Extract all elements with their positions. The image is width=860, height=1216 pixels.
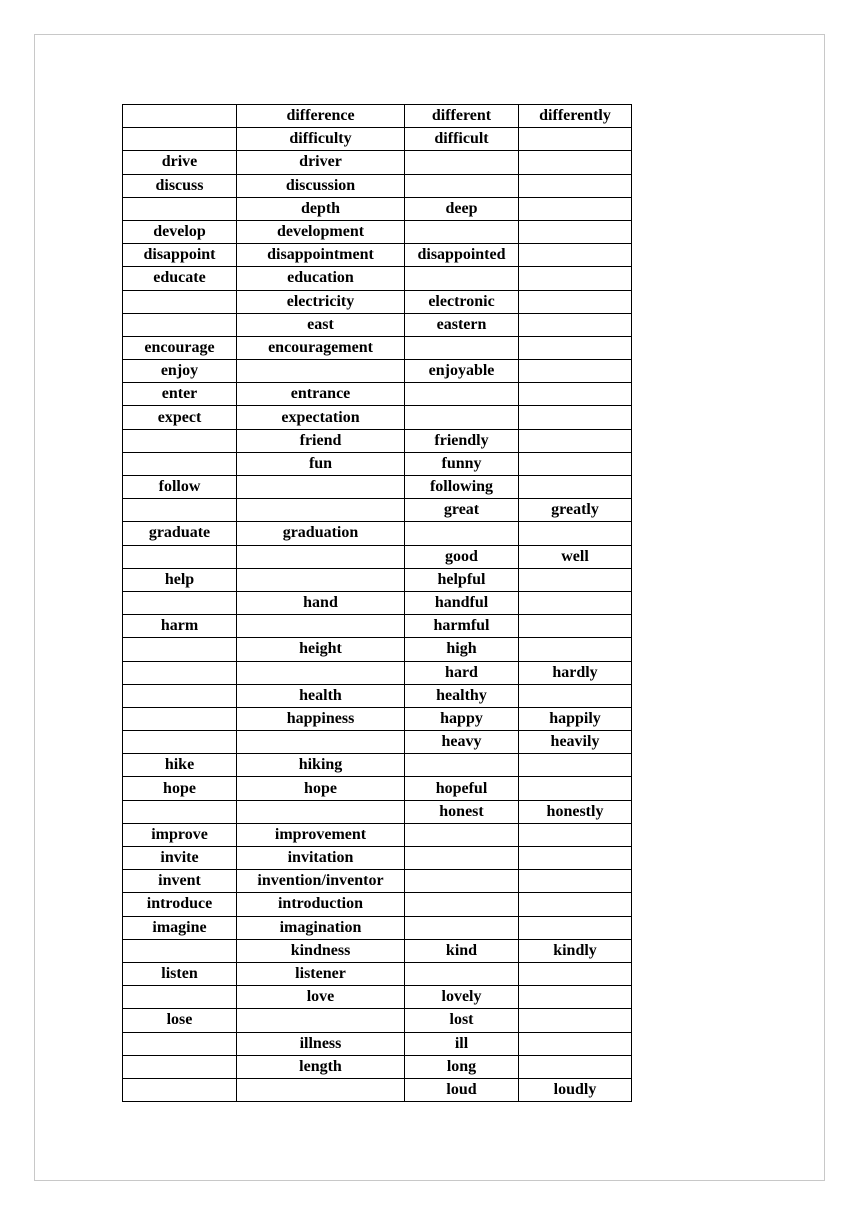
table-cell: friendly — [405, 429, 519, 452]
table-cell: lovely — [405, 986, 519, 1009]
table-row — [123, 939, 632, 962]
table-cell: enjoyable — [405, 360, 519, 383]
table-cell: encourage — [123, 336, 237, 359]
table-cell: encouragement — [237, 336, 405, 359]
table-cell — [405, 893, 519, 916]
table-cell — [519, 522, 632, 545]
table-row — [123, 1055, 632, 1078]
table-cell — [519, 476, 632, 499]
table-cell: introduction — [237, 893, 405, 916]
table-cell — [519, 452, 632, 475]
table-row — [123, 360, 632, 383]
table-row — [123, 1078, 632, 1101]
table-cell — [405, 383, 519, 406]
table-cell: improve — [123, 823, 237, 846]
table-cell — [519, 916, 632, 939]
table-row — [123, 615, 632, 638]
table-cell: educate — [123, 267, 237, 290]
table-cell: enter — [123, 383, 237, 406]
table-cell: hiking — [237, 754, 405, 777]
table-cell: lose — [123, 1009, 237, 1032]
table-cell: hope — [237, 777, 405, 800]
table-cell: disappointed — [405, 244, 519, 267]
table-cell — [123, 661, 237, 684]
table-row — [123, 870, 632, 893]
table-row — [123, 128, 632, 151]
table-cell: differently — [519, 105, 632, 128]
table-cell: difference — [237, 105, 405, 128]
table-cell — [123, 290, 237, 313]
table-cell — [405, 916, 519, 939]
table-cell: enjoy — [123, 360, 237, 383]
table-row — [123, 754, 632, 777]
table-cell: discuss — [123, 174, 237, 197]
table-cell — [519, 847, 632, 870]
table-cell — [123, 1055, 237, 1078]
table-cell — [519, 267, 632, 290]
table-cell: entrance — [237, 383, 405, 406]
table-row — [123, 916, 632, 939]
table-row — [123, 290, 632, 313]
table-row — [123, 174, 632, 197]
table-cell — [519, 313, 632, 336]
table-row — [123, 406, 632, 429]
table-cell: develop — [123, 220, 237, 243]
table-cell — [123, 313, 237, 336]
table-cell — [123, 707, 237, 730]
table-cell: handful — [405, 591, 519, 614]
table-cell: difficult — [405, 128, 519, 151]
table-cell: long — [405, 1055, 519, 1078]
table-cell: depth — [237, 197, 405, 220]
table-cell: listener — [237, 962, 405, 985]
table-cell — [237, 499, 405, 522]
table-row — [123, 522, 632, 545]
table-cell: helpful — [405, 568, 519, 591]
table-cell — [519, 244, 632, 267]
table-cell: high — [405, 638, 519, 661]
table-cell: hard — [405, 661, 519, 684]
table-cell: electricity — [237, 290, 405, 313]
table-cell — [405, 174, 519, 197]
table-cell: fun — [237, 452, 405, 475]
table-cell: love — [237, 986, 405, 1009]
table-row — [123, 800, 632, 823]
table-cell — [123, 591, 237, 614]
table-row — [123, 893, 632, 916]
table-row — [123, 823, 632, 846]
table-cell: heavily — [519, 731, 632, 754]
table-cell: loud — [405, 1078, 519, 1101]
table-cell — [123, 105, 237, 128]
table-cell: invention/inventor — [237, 870, 405, 893]
table-row — [123, 476, 632, 499]
table-cell: invent — [123, 870, 237, 893]
table-cell: friend — [237, 429, 405, 452]
table-cell — [519, 615, 632, 638]
table-cell — [519, 383, 632, 406]
table-cell — [123, 1032, 237, 1055]
table-cell: electronic — [405, 290, 519, 313]
table-cell — [123, 731, 237, 754]
table-cell — [237, 615, 405, 638]
table-cell — [519, 1055, 632, 1078]
table-cell: hopeful — [405, 777, 519, 800]
table-cell: follow — [123, 476, 237, 499]
table-cell — [405, 823, 519, 846]
table-cell: height — [237, 638, 405, 661]
table-cell: deep — [405, 197, 519, 220]
table-cell: imagine — [123, 916, 237, 939]
table-cell: harmful — [405, 615, 519, 638]
table-cell — [405, 220, 519, 243]
table-row — [123, 661, 632, 684]
table-cell: difficulty — [237, 128, 405, 151]
table-cell — [519, 290, 632, 313]
table-cell — [123, 429, 237, 452]
table-row — [123, 962, 632, 985]
table-cell: well — [519, 545, 632, 568]
table-cell: great — [405, 499, 519, 522]
table-cell — [123, 939, 237, 962]
table-cell — [519, 1032, 632, 1055]
table-cell: happily — [519, 707, 632, 730]
table-cell: healthy — [405, 684, 519, 707]
table-cell — [519, 151, 632, 174]
table-cell: kind — [405, 939, 519, 962]
table-row — [123, 105, 632, 128]
table-cell — [123, 452, 237, 475]
table-row — [123, 267, 632, 290]
table-cell — [237, 545, 405, 568]
table-cell — [405, 406, 519, 429]
table-row — [123, 452, 632, 475]
table-cell: disappointment — [237, 244, 405, 267]
table-cell — [237, 661, 405, 684]
table-cell — [519, 893, 632, 916]
table-cell: invitation — [237, 847, 405, 870]
table-cell: honestly — [519, 800, 632, 823]
table-cell: graduation — [237, 522, 405, 545]
table-cell: education — [237, 267, 405, 290]
table-cell: kindly — [519, 939, 632, 962]
table-cell: help — [123, 568, 237, 591]
table-cell: east — [237, 313, 405, 336]
table-cell — [237, 476, 405, 499]
table-cell — [405, 522, 519, 545]
table-cell: honest — [405, 800, 519, 823]
table-cell — [519, 870, 632, 893]
table-cell: ill — [405, 1032, 519, 1055]
table-cell — [519, 684, 632, 707]
table-cell: hike — [123, 754, 237, 777]
table-cell: hand — [237, 591, 405, 614]
table-row — [123, 568, 632, 591]
table-row — [123, 383, 632, 406]
table-cell: development — [237, 220, 405, 243]
table-cell — [519, 777, 632, 800]
table-cell — [519, 336, 632, 359]
table-cell — [519, 638, 632, 661]
table-cell — [123, 1078, 237, 1101]
table-cell — [519, 962, 632, 985]
table-cell — [519, 429, 632, 452]
table-cell: introduce — [123, 893, 237, 916]
table-row — [123, 707, 632, 730]
table-cell — [237, 568, 405, 591]
table-cell: lost — [405, 1009, 519, 1032]
word-forms-table — [122, 104, 632, 1102]
table-cell: expect — [123, 406, 237, 429]
table-cell — [237, 731, 405, 754]
table-row — [123, 545, 632, 568]
table-cell — [519, 220, 632, 243]
table-row — [123, 220, 632, 243]
table-row — [123, 336, 632, 359]
table-cell: invite — [123, 847, 237, 870]
table-cell — [123, 638, 237, 661]
table-cell: following — [405, 476, 519, 499]
table-cell: funny — [405, 452, 519, 475]
table-cell: drive — [123, 151, 237, 174]
table-cell: length — [237, 1055, 405, 1078]
table-cell — [123, 800, 237, 823]
table-cell — [405, 267, 519, 290]
table-cell: health — [237, 684, 405, 707]
table-cell — [123, 499, 237, 522]
table-cell: harm — [123, 615, 237, 638]
table-cell: imagination — [237, 916, 405, 939]
table-cell: disappoint — [123, 244, 237, 267]
table-cell — [405, 754, 519, 777]
table-cell — [123, 128, 237, 151]
table-cell: graduate — [123, 522, 237, 545]
table-cell — [237, 360, 405, 383]
table-cell — [237, 800, 405, 823]
table-cell: good — [405, 545, 519, 568]
table-cell — [123, 986, 237, 1009]
table-cell: heavy — [405, 731, 519, 754]
table-row — [123, 986, 632, 1009]
table-row — [123, 429, 632, 452]
table-cell: kindness — [237, 939, 405, 962]
table-cell: happiness — [237, 707, 405, 730]
table-cell — [519, 568, 632, 591]
table-cell — [237, 1009, 405, 1032]
table-cell: listen — [123, 962, 237, 985]
table-cell — [123, 545, 237, 568]
table-cell — [405, 847, 519, 870]
table-cell — [519, 174, 632, 197]
table-cell — [519, 986, 632, 1009]
table-cell: loudly — [519, 1078, 632, 1101]
table-row — [123, 684, 632, 707]
table-cell: different — [405, 105, 519, 128]
table-cell — [405, 336, 519, 359]
table-row — [123, 591, 632, 614]
table-cell: greatly — [519, 499, 632, 522]
table-cell — [405, 870, 519, 893]
table-cell — [519, 360, 632, 383]
table-row — [123, 731, 632, 754]
table-row — [123, 1009, 632, 1032]
table-body — [123, 105, 632, 1102]
table-row — [123, 244, 632, 267]
table-cell: hardly — [519, 661, 632, 684]
table-row — [123, 1032, 632, 1055]
table-cell — [123, 684, 237, 707]
table-row — [123, 499, 632, 522]
table-cell: expectation — [237, 406, 405, 429]
table-row — [123, 847, 632, 870]
table-row — [123, 197, 632, 220]
table-cell — [237, 1078, 405, 1101]
table-cell — [405, 151, 519, 174]
table-cell: improvement — [237, 823, 405, 846]
table-cell — [519, 128, 632, 151]
table-cell — [519, 591, 632, 614]
table-cell: eastern — [405, 313, 519, 336]
table-cell — [519, 754, 632, 777]
table-cell — [519, 1009, 632, 1032]
table-row — [123, 313, 632, 336]
table-cell: driver — [237, 151, 405, 174]
table-cell: happy — [405, 707, 519, 730]
table-cell: discussion — [237, 174, 405, 197]
table-cell — [405, 962, 519, 985]
table-cell: hope — [123, 777, 237, 800]
table-cell — [519, 406, 632, 429]
table-cell — [519, 823, 632, 846]
table-row — [123, 638, 632, 661]
table-cell — [123, 197, 237, 220]
table-cell — [519, 197, 632, 220]
table-cell: illness — [237, 1032, 405, 1055]
table-row — [123, 151, 632, 174]
table-row — [123, 777, 632, 800]
